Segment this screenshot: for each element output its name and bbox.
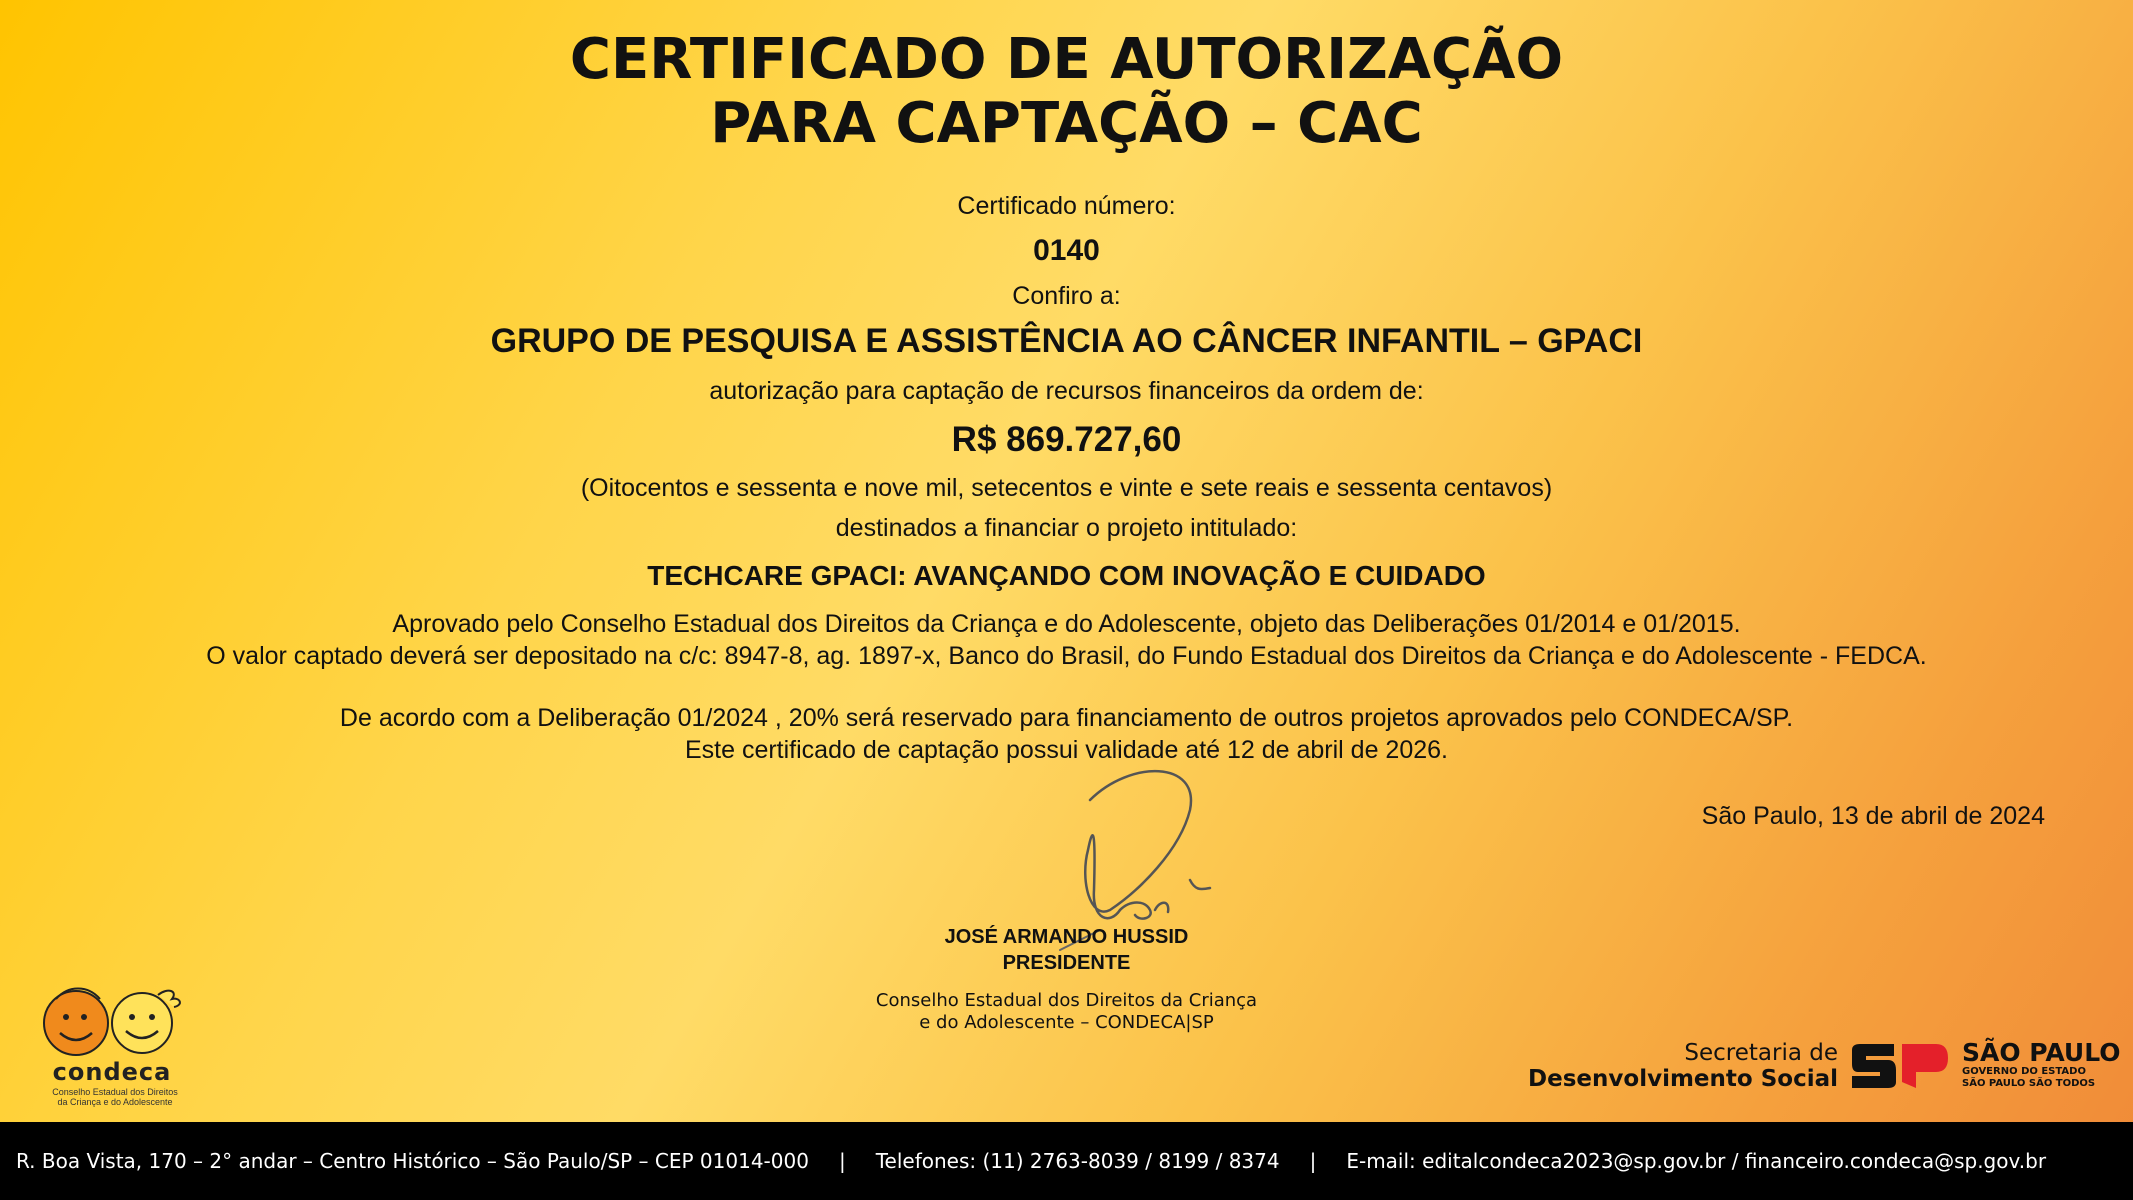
secretaria-line-1: Secretaria de: [1684, 1040, 1838, 1066]
footer-email[interactable]: E-mail: editalcondeca2023@sp.gov.br / financeiro.condeca@sp.gov.br: [1346, 1149, 2047, 1173]
secretaria-line-2: Desenvolvimento Social: [1528, 1066, 1838, 1092]
certificate-number-label: Certificado número:: [957, 192, 1176, 220]
sp-logo-sub-1: GOVERNO DO ESTADO: [1962, 1066, 2086, 1077]
certificate-title: [0, 28, 2133, 156]
footer-phones: Telefones: (11) 2763-8039 / 8199 / 8374: [875, 1149, 1280, 1173]
council-line-2: e do Adolescente – CONDECA|SP: [919, 1012, 1214, 1033]
footer-address: R. Boa Vista, 170 – 2° andar – Centro Histórico – São Paulo/SP – CEP 01014-000: [16, 1149, 809, 1173]
signer-name: JOSÉ ARMANDO HUSSID: [944, 926, 1189, 948]
deliberation-text: De acordo com a Deliberação 01/2024 , 20% será reservado para financiamento de outros projetos aprovados pelo CONDECA/SP.: [339, 704, 1794, 732]
confer-label: Confiro a:: [1012, 282, 1121, 310]
sao-paulo-logo-text: [1962, 1040, 2121, 1090]
destined-text: destinados a financiar o projeto intitulado:: [835, 514, 1298, 542]
certificate-number: 0140: [1033, 234, 1100, 267]
footer-bar: [0, 1122, 2133, 1200]
council-line-1: Conselho Estadual dos Direitos da Criança: [875, 990, 1258, 1011]
authorization-text: autorização para captação de recursos financeiros da ordem de:: [709, 377, 1424, 405]
sp-logo-sub-2: SÃO PAULO SÃO TODOS: [1962, 1078, 2096, 1089]
condeca-sub-line-1: Conselho Estadual dos Direitos: [52, 1087, 178, 1097]
council-name: [0, 990, 2133, 1034]
issue-date: São Paulo, 13 de abril de 2024: [1701, 802, 2045, 830]
approved-text: Aprovado pelo Conselho Estadual dos Direitos da Criança e do Adolescente, objeto das Deliberações 01/2014 e 01/2015.: [392, 610, 1741, 638]
amount-in-words: (Oitocentos e sessenta e nove mil, setecentos e vinte e sete reais e sessenta centavos): [580, 474, 1553, 502]
condeca-sub-line-2: da Criança e do Adolescente: [57, 1097, 173, 1107]
footer-separator: |: [838, 1149, 846, 1173]
condeca-logo-subtitle: [40, 1087, 190, 1107]
amount: R$ 869.727,60: [951, 420, 1182, 459]
project-title: TECHCARE GPACI: AVANÇANDO COM INOVAÇÃO E CUIDADO: [647, 560, 1486, 591]
deposit-text: O valor captado deverá ser depositado na c/c: 8947-8, ag. 1897-x, Banco do Brasil, do Fundo Estadual dos Direitos da Criança e do Adolescente - FEDCA.: [206, 642, 1927, 670]
title-line-2: PARA CAPTAÇÃO – CAC: [710, 91, 1423, 156]
title-line-1: CERTIFICADO DE AUTORIZAÇÃO: [569, 27, 1564, 92]
condeca-logo-name: condeca: [52, 1058, 172, 1086]
organization-name: GRUPO DE PESQUISA E ASSISTÊNCIA AO CÂNCER INFANTIL – GPACI: [490, 322, 1643, 360]
signer-role: PRESIDENTE: [1002, 952, 1131, 974]
validity-text: Este certificado de captação possui validade até 12 de abril de 2026.: [684, 736, 1448, 764]
sao-paulo-logo-icon: [1850, 1042, 1950, 1090]
sp-logo-title: SÃO PAULO: [1962, 1038, 2121, 1067]
secretaria-logo-text: [1528, 1040, 1838, 1092]
footer-separator: |: [1309, 1149, 1317, 1173]
